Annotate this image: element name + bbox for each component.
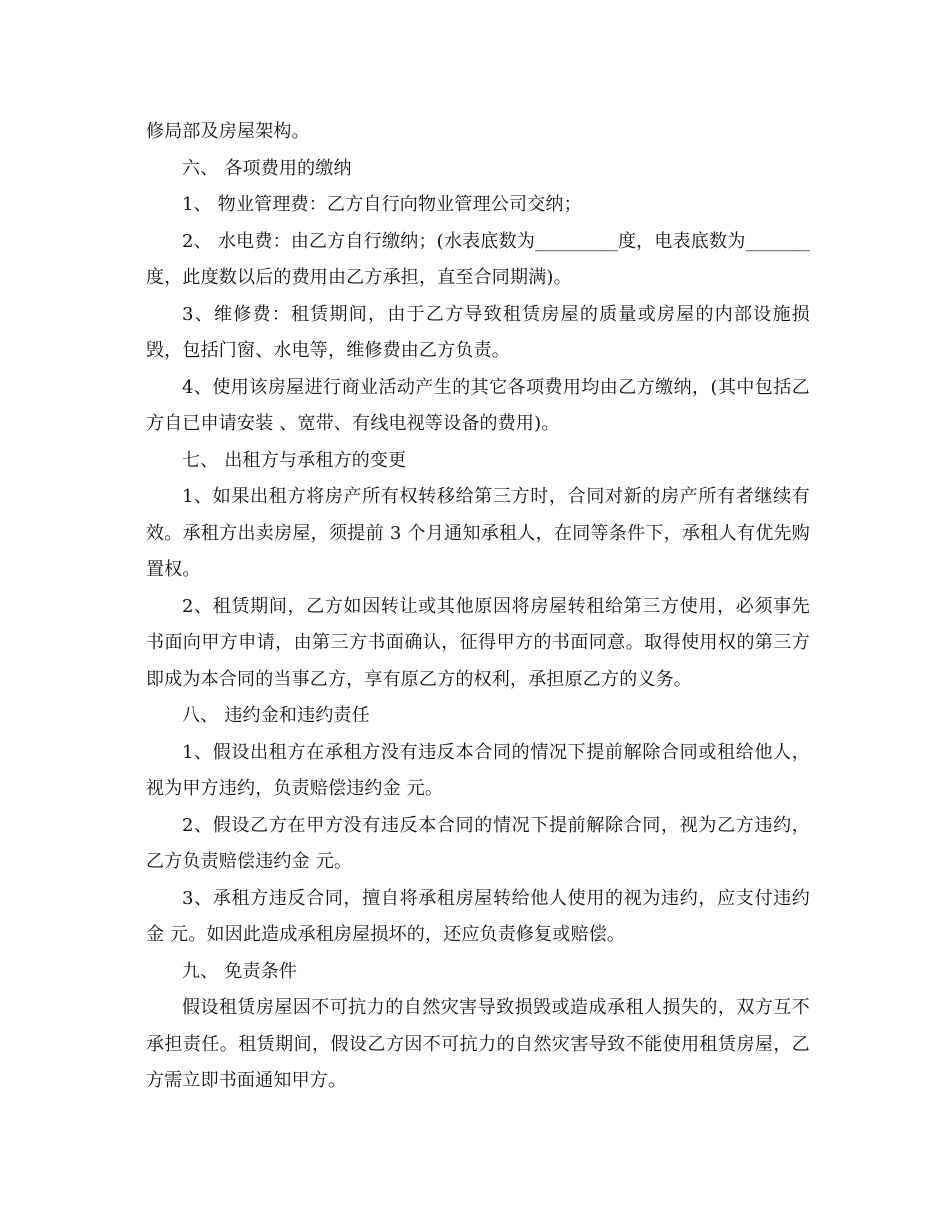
paragraph-force-majeure: 假设租赁房屋因不可抗力的自然灾害导致损毁或造成承租人损失的，双方互不承担责任。租赁期间，假设乙方因不可抗力的自然灾害导致不能使用租赁房屋，乙方需立即书面通知甲方。: [146, 997, 810, 1091]
paragraph-utility-fee: 2、 水电费：由乙方自行缴纳；(水表底数为_________度，电表底数为_______度，此度数以后的费用由乙方承担，直至合同期满)。: [146, 230, 810, 288]
section-heading-9: 九、 免责条件: [182, 960, 298, 982]
paragraph-unauthorized-transfer: 3、承租方违反合同，擅自将承租房屋转给他人使用的视为违约，应支付违约金 元。如因此造成承租房屋损坏的，还应负责修复或赔偿。: [146, 887, 810, 945]
paragraph-lessor-breach: 1、假设出租方在承租方没有违反本合同的情况下提前解除合同或租给他人，视为甲方违约，负责赔偿违约金 元。: [146, 741, 810, 799]
document-page: [146, 114, 810, 1100]
paragraph-lessee-breach: 2、假设乙方在甲方没有违反本合同的情况下提前解除合同，视为乙方违约，乙方负责赔偿违约金 元。: [146, 814, 810, 872]
paragraph-business-fees: 4、使用该房屋进行商业活动产生的其它各项费用均由乙方缴纳，(其中包括乙方自已申请安装 、宽带、有线电视等设备的费用)。: [146, 376, 810, 434]
section-heading-7: 七、 出租方与承租方的变更: [182, 449, 407, 471]
section-heading-8: 八、 违约金和违约责任: [182, 705, 370, 726]
paragraph-1: 修局部及房屋架构。: [146, 121, 310, 142]
paragraph-transfer-ownership: 1、如果出租方将房产所有权转移给第三方时，合同对新的房产所有者继续有效。承租方出卖房屋，须提前 3 个月通知承租人，在同等条件下，承租人有优先购置权。: [146, 486, 810, 580]
paragraph-maintenance-fee: 3、维修费：租赁期间，由于乙方导致租赁房屋的质量或房屋的内部设施损毁，包括门窗、水电等，维修费由乙方负责。: [146, 303, 810, 361]
paragraph-property-fee: 1、 物业管理费：乙方自行向物业管理公司交纳；: [182, 194, 582, 215]
section-heading-6: 六、 各项费用的缴纳: [182, 157, 352, 179]
paragraph-sublease: 2、租赁期间，乙方如因转让或其他原因将房屋转租给第三方使用，必须事先书面向甲方申请，由第三方书面确认，征得甲方的书面同意。取得使用权的第三方即成为本合同的当事乙方，享有原乙方的权利，承担原乙方的义务。: [146, 595, 810, 690]
